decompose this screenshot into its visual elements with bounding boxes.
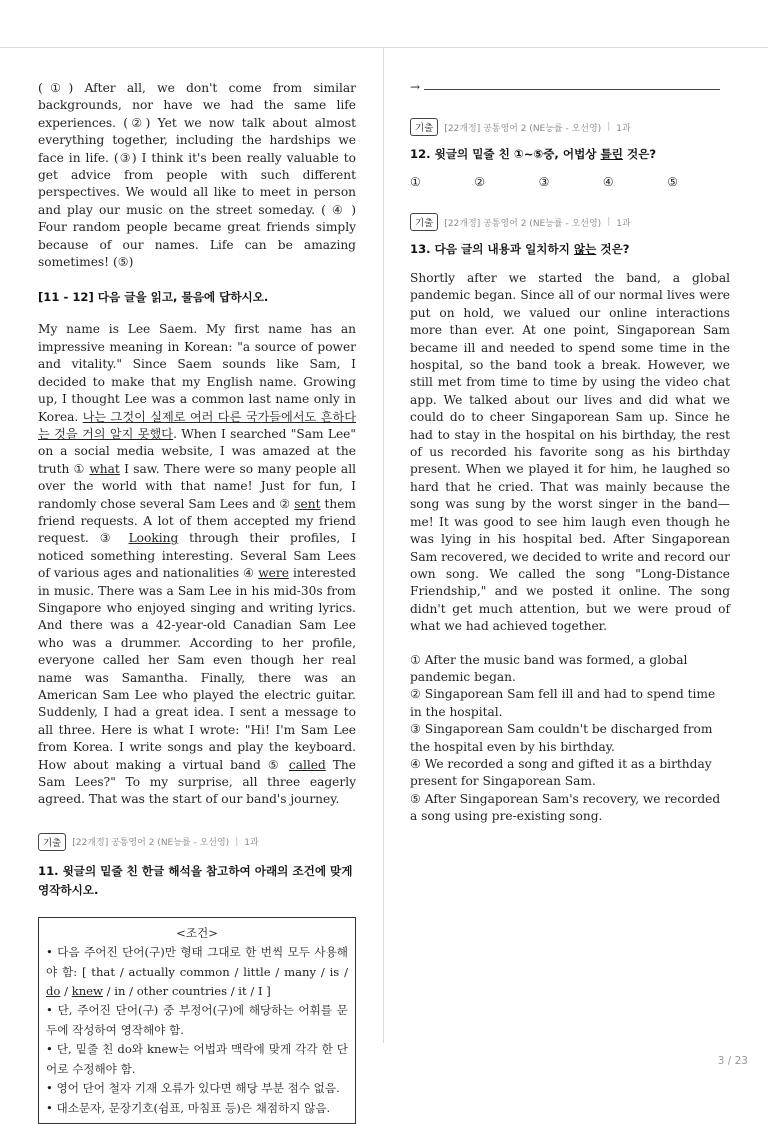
q13-title-underlined: 않는 — [573, 242, 597, 256]
q13-option-1[interactable]: ① After the music band was formed, a global pandemic began. — [410, 652, 688, 684]
condition-text: / — [60, 984, 72, 999]
q13-tag-badge: 기출 — [410, 213, 438, 231]
passage-1: (①) After all, we don't come from similar backgrounds, nor have we had the same life experiences. (②) Yet we now talk about almost everything together, including the hardships we face in life. (③) I think it's been really valuable to get advice from people with such different perspectives. We would all like to meet in person and play our music on the street someday. ( ④ ) Four random people became great friends simply because of our names. Life can be amazing sometimes! (⑤) — [38, 81, 356, 270]
q11-source-row — [38, 833, 356, 851]
condition-3: • 단, 밑줄 친 do와 knew는 어법과 맥락에 맞게 각각 한 단어로 수정해야 함. — [46, 1042, 348, 1076]
underlined-korean-translation: 나는 그것이 실제로 여러 다른 국가들에서도 흔하다는 것을 거의 알지 못했다 — [38, 409, 357, 441]
q11-source: [22개정] 공통영어 2 (NE능률 - 오선영) — [72, 838, 230, 849]
answer-blank — [424, 89, 720, 90]
column-divider — [383, 48, 384, 1043]
passage-2-text: through their profiles, I noticed something interesting. Several Sam Lees of various ages and nationalities ④ — [38, 531, 356, 581]
passage-2-text: interested in music. There was a Sam Lee in his mid-30s from Singapore who enjoyed singing and writing lyrics. And there was a 42-year-old Canadian Sam Lee who was a drummer. According to her profile, everyone called her Sam even though her real name was Samantha. Finally, there was an American Sam Lee who played the electric guitar. Suddenly, I had a great idea. I sent a message to all three. Here is what I wrote: "Hi! I'm Sam Lee from Korea. I write songs and play the keyboard. How about making a virtual band ⑤ — [38, 566, 357, 772]
underlined-do: do — [46, 984, 61, 999]
q12-source-row — [410, 118, 730, 136]
q13-passage: Shortly after we started the band, a global pandemic began. Since all of our normal lives were put on hold, we valued our online interactions more than ever. At one point, Singaporean Sam became ill and needed to spend some time in the hospital, so the band took a break. However, we still met from time to time by using the video chat app. We talked about our lives and did what we could do to cheer Singaporean Sam up. Since he had to stay in the hospital on his birthday, the rest of us recorded his favorite song as his birthday present. When we played it for him, he laughed so hard that he cried. That was mainly because the song was sung by the worst singer in the band—me! It was good to see him laugh even though he was lying in his hospital bed. After Singaporean Sam recovered, we decided to write and record our own song. We called the song "Long-Distance Friendship," and we posted it online. The song didn't get much attention, but we were proud of what we had achieved together. — [410, 271, 730, 634]
choice-4[interactable]: ④ — [602, 175, 614, 189]
passage-2 — [38, 321, 356, 808]
passage-2-text: them friend requests. A lot of them accepted my friend request. ③ — [38, 496, 356, 546]
q13-title-text: 13. 다음 글의 내용과 일치하지 — [410, 242, 574, 256]
q11-tag-badge: 기출 — [38, 833, 66, 851]
conditions-title: <조건> — [176, 925, 218, 940]
q11-title: 11. 윗글의 밑줄 친 한글 해석을 참고하여 아래의 조건에 맞게 영작하시오. — [38, 863, 353, 897]
choice-1[interactable]: ① — [410, 175, 421, 189]
q13-source-row — [410, 213, 730, 231]
section-heading: [11 - 12] 다음 글을 읽고, 물음에 답하시오. — [38, 290, 269, 305]
q12-lesson: 1과 — [616, 123, 631, 134]
condition-2: • 단, 주어진 단어(구) 중 부정어(구)에 해당하는 어휘를 문두에 작성하여 영작해야 함. — [46, 1003, 348, 1037]
condition-text: • 다음 주어진 단어(구)만 형태 그대로 한 번씩 모두 사용해야 함: [ that / actually common / little / many / is / — [46, 945, 348, 979]
q13-option-4[interactable]: ④ We recorded a song and gifted it as a birthday present for Singaporean Sam. — [410, 756, 712, 789]
choice-5[interactable]: ⑤ — [667, 175, 678, 189]
answer-line — [410, 80, 730, 94]
underlined-knew: knew — [71, 984, 103, 999]
left-column — [38, 80, 356, 1124]
q13-title — [410, 241, 730, 258]
q12-title-text: 것은? — [622, 147, 657, 161]
q13-lesson: 1과 — [616, 218, 631, 229]
separator: | — [607, 122, 611, 132]
condition-1 — [46, 943, 348, 1001]
q13-source: [22개정] 공통영어 2 (NE능률 - 오선영) — [444, 218, 602, 229]
q13-option-3[interactable]: ③ Singaporean Sam couldn't be discharged from the hospital even by his birthday. — [410, 722, 713, 754]
underlined-word-2: sent — [294, 496, 321, 511]
header-divider — [0, 47, 768, 48]
passage-2-text: My name is Lee Saem. My first name has an impressive meaning in Korean: "a source of power and vitality." Since Saem sounds like Sam, I decided to make that my English name. Growing up, I thought Lee was a common last name only in Korea. — [38, 322, 356, 424]
choice-2[interactable]: ② — [474, 175, 486, 189]
q13-option-5[interactable]: ⑤ After Singaporean Sam's recovery, we recorded a song using pre-existing song. — [410, 791, 721, 824]
separator: | — [607, 217, 611, 227]
underlined-word-3: Looking — [128, 531, 179, 546]
underlined-word-4: were — [258, 566, 289, 581]
right-column — [410, 80, 730, 826]
page-number: 3 / 23 — [717, 1055, 748, 1067]
condition-4: • 영어 단어 철자 기재 오류가 있다면 해당 부분 점수 없음. — [46, 1081, 340, 1096]
q11-lesson: 1과 — [244, 838, 259, 849]
conditions-box — [38, 917, 356, 1124]
q12-title — [410, 146, 730, 163]
q13-option-2[interactable]: ② Singaporean Sam fell ill and had to spend time in the hospital. — [410, 687, 716, 719]
q12-tag-badge: 기출 — [410, 118, 438, 136]
condition-text: / in / other countries / it / I ] — [102, 984, 271, 999]
condition-5: • 대소문자, 문장기호(쉼표, 마침표 등)은 채점하지 않음. — [46, 1100, 331, 1115]
q13-title-text: 것은? — [596, 242, 630, 256]
underlined-word-1: what — [89, 461, 120, 476]
passage-2-text: I saw. There were so many people all over the world with that name! Just for fun, I randomly chose several Sam Lees and ② — [38, 461, 356, 511]
arrow-icon: → — [410, 80, 421, 94]
q12-source: [22개정] 공통영어 2 (NE능률 - 오선영) — [444, 123, 602, 134]
q12-choices — [410, 175, 678, 189]
underlined-word-5: called — [288, 757, 326, 772]
passage-2-text: The Sam Lees?" To my surprise, all three eagerly agreed. That was the start of our band's journey. — [38, 757, 356, 807]
q12-title-text: 12. 윗글의 밑줄 친 ①~⑤중, 어법상 — [410, 147, 601, 161]
q13-options — [410, 652, 730, 826]
separator: | — [235, 836, 239, 847]
q12-title-underlined: 틀린 — [600, 147, 623, 161]
choice-3[interactable]: ③ — [538, 175, 550, 189]
passage-2-text: . When I searched "Sam Lee" on a social media website, I was amazed at the truth ① — [38, 426, 356, 476]
